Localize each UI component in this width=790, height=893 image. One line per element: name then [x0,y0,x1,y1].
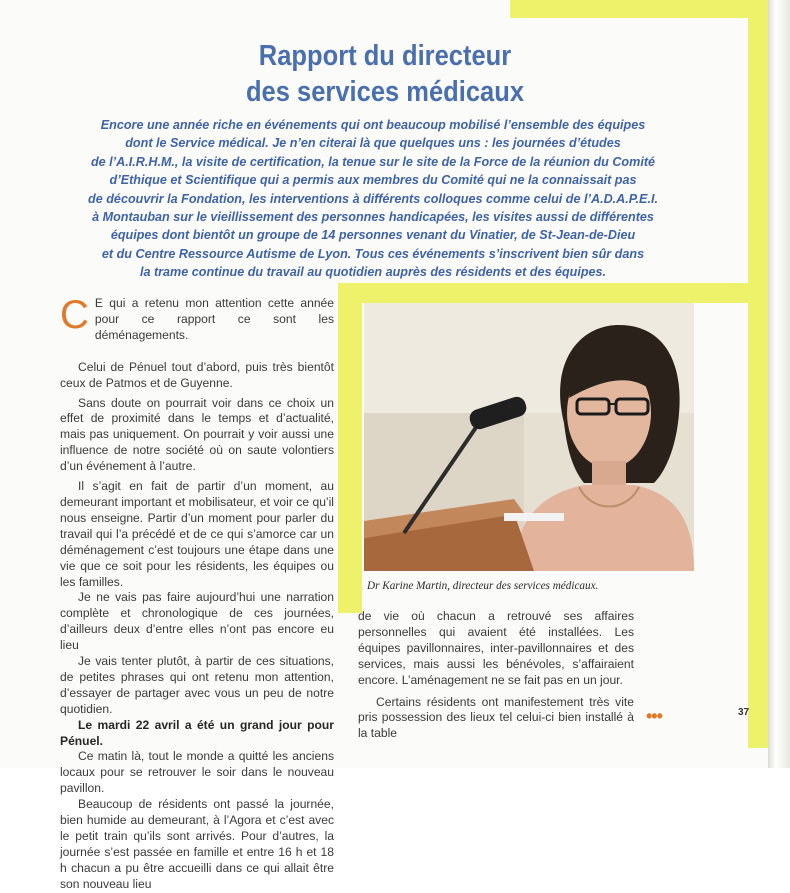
body-paragraph-9: Beaucoup de résidents ont passé la journée, bien humide au demeurant, à l’Agora et c’est avec le petit train qu’ils sont arrivés. Pour d’autres, la journée s’est passée en famille et entre 16 h et 18 h chacun a pu être accueilli dans ce qui allait être son nouveau lieu [60,797,334,891]
yellow-band-top [510,0,768,18]
body-column-right [358,609,634,742]
intro-line: la trame continue du travail au quotidien auprès des résidents et des équipes. [139,265,607,280]
body-paragraph-11: Certains résidents ont manifestement très vite pris possession des lieux tel celui-ci bien installé à la table [358,694,634,741]
page-number: 37 [738,707,750,718]
paragraph-text: E qui a retenu mon attention cette année pour ce rapport ce sont les déménagements. [94,296,334,342]
yellow-band-photo-left [338,283,362,613]
drop-cap: C [60,293,89,337]
intro-line: et du Centre Ressource Autisme de Lyon. Tous ces événements s’inscrivent bien sûr dans [101,246,645,261]
intro-line: d’Ethique et Scientifique qui a permis aux membres du Comité qui ne la connaissait pas [109,173,637,188]
intro-line: dont le Service médical. Je n’en citerai là que quelques uns : les journées d’études [125,136,621,151]
yellow-band-photo-frame [338,283,768,303]
body-paragraph-5: Je ne vais pas faire aujourd’hui une narration complète et chronologique de ces journées, d’ailleurs deux d’entre elles n’ont pas encore eu lieu [60,590,334,653]
intro-line: de découvrir la Fondation, les interventions à différents colloques comme celui de l’A.D.A.P.E.I. [88,191,658,206]
speaker-photo [364,303,694,571]
title-line-2: des services médicaux [245,76,525,108]
decorative-dots: ••• [646,706,662,726]
page-binding [768,0,790,768]
intro-line: de l’A.I.R.H.M., la visite de certification, la tenue sur le site de la Force de la réunion du Comité [90,154,656,169]
photo-caption: Dr Karine Martin, directeur des services médicaux. [367,580,599,592]
intro-line: équipes dont bientôt un groupe de 14 personnes venant du Vinatier, de St-Jean-de-Dieu [110,228,636,243]
body-paragraph-4: Il s’agit en fait de partir d’un moment, au demeurant important et mobilisateur, et voir ce qu’il nous enseigne. Partir d’un moment pour parler du travail qui l’a précédé et de ce qui s’amorce car un déménagement c’est toujours une étape dans une vie que ce soit pour les résidents, les équipes ou les familles. [60,479,334,589]
title-line-1: Rapport du directeur [258,40,512,72]
body-paragraph-2: Celui de Pénuel tout d’abord, puis très bientôt ceux de Patmos et de Guyenne. [60,359,334,390]
page-title [187,38,583,110]
body-column-left [60,293,334,893]
body-paragraph-3: Sans doute on pourrait voir dans ce choix un effet de proximité dans le temps et d’actualité, mais pas uniquement. On pourrait y voir aussi une influence de notre société où on saute volontiers d’un événement à l’autre. [60,395,334,474]
intro-line: à Montauban sur le vieillissement des personnes handicapées, les visites aussi de différentes [92,210,654,225]
intro-paragraph [48,116,698,282]
yellow-band-right [748,18,768,748]
body-paragraph-8: Ce matin là, tout le monde a quitté les anciens locaux pour se retrouver le soir dans le nouveau pavillon. [60,749,334,796]
body-paragraph-1 [60,293,334,344]
body-paragraph-10: de vie où chacun a retrouvé ses affaires personnelles qui avaient été installées. Les équipes pavillonnaires, inter-pavillonnaires et des services, mais aussi les bénévoles, s’affairaient encore. L’aménagement ne se fait pas en un jour. [358,609,634,687]
body-paragraph-7: Le mardi 22 avril a été un grand jour pour Pénuel. [60,717,334,748]
intro-line: Encore une année riche en événements qui ont beaucoup mobilisé l’ensemble des équipes [100,118,646,132]
speaker-photo-illustration [364,303,694,571]
body-paragraph-6: Je vais tenter plutôt, à partir de ces situations, de petites phrases qui ont retenu mon attention, d’essayer de partager avec vous un peu de notre quotidien. [60,654,334,716]
